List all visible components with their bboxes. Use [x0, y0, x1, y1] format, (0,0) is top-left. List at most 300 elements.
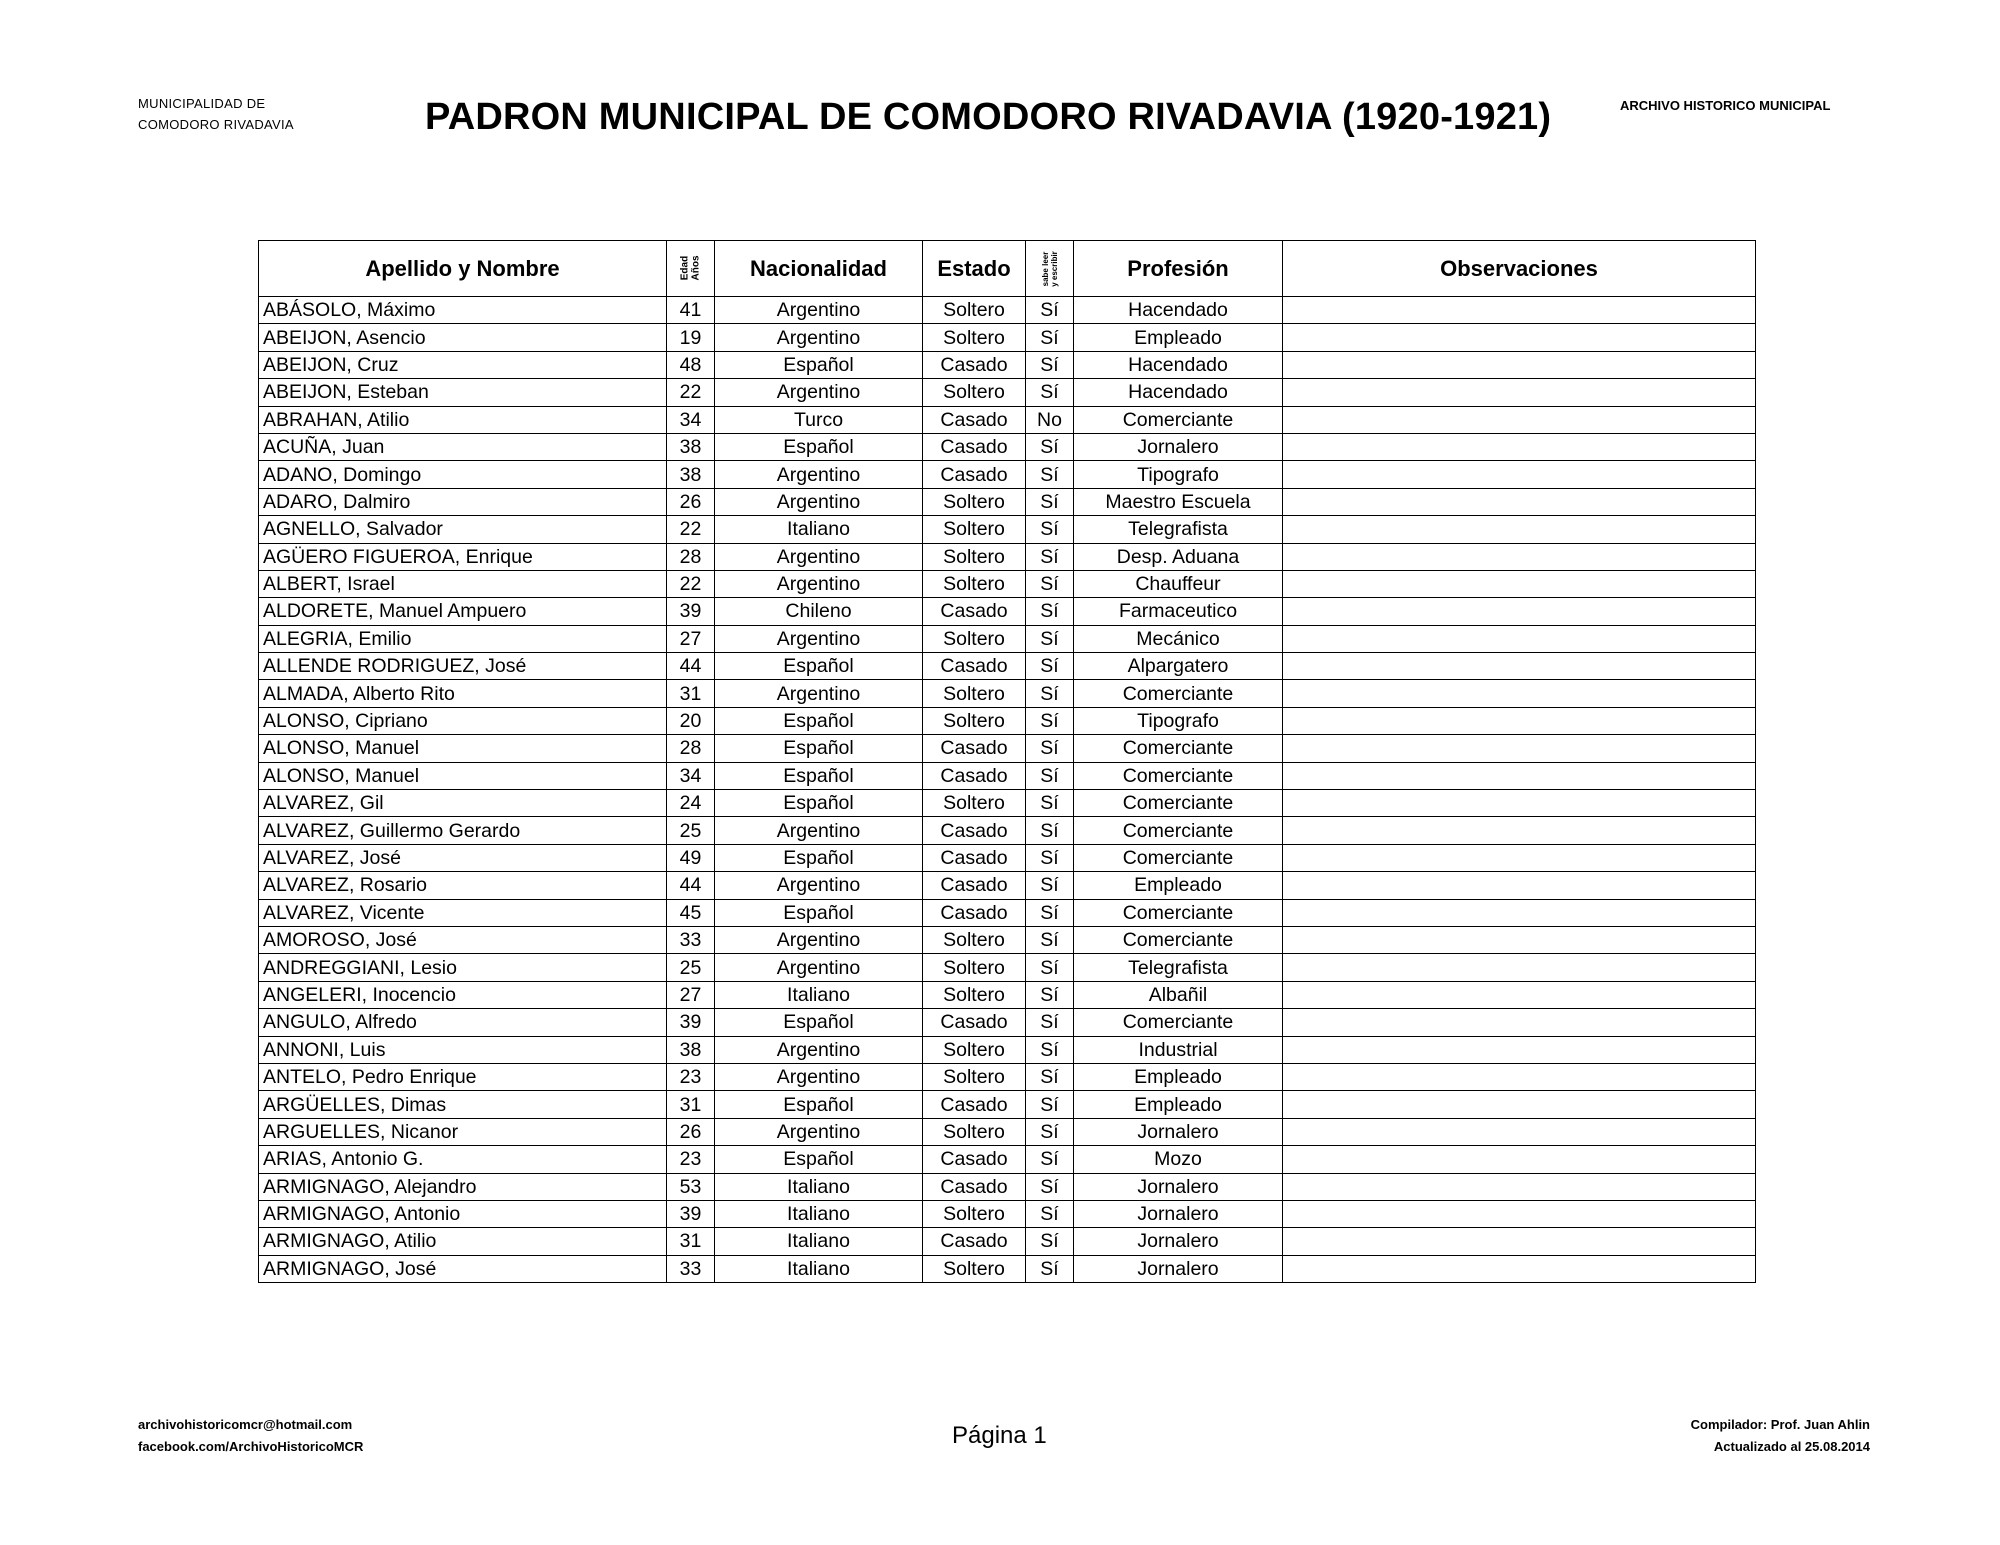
cell-observations	[1283, 379, 1756, 406]
cell-nationality: Argentino	[715, 1063, 923, 1090]
cell-literate: Sí	[1026, 379, 1074, 406]
cell-nationality: Argentino	[715, 543, 923, 570]
cell-nationality: Argentino	[715, 817, 923, 844]
table-row	[259, 872, 1756, 899]
cell-age: 24	[667, 790, 715, 817]
cell-name: ARIAS, Antonio G.	[259, 1146, 667, 1173]
cell-age: 53	[667, 1173, 715, 1200]
cell-literate: Sí	[1026, 297, 1074, 324]
table-row	[259, 899, 1756, 926]
cell-literate: Sí	[1026, 1228, 1074, 1255]
cell-name: ACUÑA, Juan	[259, 433, 667, 460]
cell-status: Soltero	[923, 680, 1026, 707]
cell-name: ALEGRIA, Emilio	[259, 625, 667, 652]
cell-age: 39	[667, 1200, 715, 1227]
col-header-literate-line2: y escribir	[1049, 250, 1059, 287]
cell-nationality: Argentino	[715, 1118, 923, 1145]
cell-name: ALDORETE, Manuel Ampuero	[259, 598, 667, 625]
cell-profession: Chauffeur	[1074, 570, 1283, 597]
cell-age: 26	[667, 1118, 715, 1145]
cell-profession: Comerciante	[1074, 1009, 1283, 1036]
cell-profession: Tipografo	[1074, 461, 1283, 488]
table-row	[259, 543, 1756, 570]
cell-literate: Sí	[1026, 1009, 1074, 1036]
cell-observations	[1283, 1009, 1756, 1036]
cell-profession: Jornalero	[1074, 1255, 1283, 1282]
cell-observations	[1283, 926, 1756, 953]
table-row	[259, 516, 1756, 543]
footer-updated: Actualizado al 25.08.2014	[1713, 1439, 1870, 1454]
cell-nationality: Italiano	[715, 1255, 923, 1282]
cell-nationality: Español	[715, 433, 923, 460]
cell-profession: Comerciante	[1074, 735, 1283, 762]
cell-age: 25	[667, 817, 715, 844]
cell-status: Soltero	[923, 790, 1026, 817]
cell-profession: Comerciante	[1074, 406, 1283, 433]
cell-name: ARGÜELLES, Dimas	[259, 1091, 667, 1118]
cell-name: ALVAREZ, Guillermo Gerardo	[259, 817, 667, 844]
cell-name: ARMIGNAGO, José	[259, 1255, 667, 1282]
cell-profession: Tipografo	[1074, 707, 1283, 734]
cell-profession: Comerciante	[1074, 790, 1283, 817]
footer-facebook: facebook.com/ArchivoHistoricoMCR	[138, 1439, 364, 1454]
cell-observations	[1283, 1063, 1756, 1090]
cell-age: 33	[667, 926, 715, 953]
cell-literate: Sí	[1026, 926, 1074, 953]
cell-age: 34	[667, 406, 715, 433]
cell-observations	[1283, 844, 1756, 871]
table-row	[259, 1036, 1756, 1063]
cell-profession: Farmaceutico	[1074, 598, 1283, 625]
cell-observations	[1283, 1146, 1756, 1173]
cell-status: Soltero	[923, 1200, 1026, 1227]
cell-status: Casado	[923, 461, 1026, 488]
table-row	[259, 1063, 1756, 1090]
cell-age: 41	[667, 297, 715, 324]
cell-status: Soltero	[923, 707, 1026, 734]
footer-credits	[1691, 1414, 1870, 1458]
table-row	[259, 1228, 1756, 1255]
cell-name: ARGUELLES, Nicanor	[259, 1118, 667, 1145]
cell-observations	[1283, 762, 1756, 789]
cell-profession: Hacendado	[1074, 379, 1283, 406]
cell-observations	[1283, 1173, 1756, 1200]
cell-nationality: Italiano	[715, 981, 923, 1008]
cell-age: 48	[667, 351, 715, 378]
cell-name: AMOROSO, José	[259, 926, 667, 953]
cell-nationality: Español	[715, 735, 923, 762]
cell-nationality: Italiano	[715, 1228, 923, 1255]
cell-age: 38	[667, 461, 715, 488]
cell-age: 39	[667, 1009, 715, 1036]
cell-nationality: Argentino	[715, 872, 923, 899]
cell-observations	[1283, 351, 1756, 378]
cell-literate: Sí	[1026, 653, 1074, 680]
cell-literate: Sí	[1026, 790, 1074, 817]
header-archive: ARCHIVO HISTORICO MUNICIPAL	[1620, 98, 1831, 113]
cell-literate: Sí	[1026, 981, 1074, 1008]
col-header-profession: Profesión	[1074, 241, 1283, 297]
cell-name: ALVAREZ, José	[259, 844, 667, 871]
table-row	[259, 653, 1756, 680]
table-row	[259, 844, 1756, 871]
cell-age: 26	[667, 488, 715, 515]
cell-name: ALBERT, Israel	[259, 570, 667, 597]
cell-age: 31	[667, 680, 715, 707]
table-row	[259, 981, 1756, 1008]
col-header-nationality: Nacionalidad	[715, 241, 923, 297]
cell-profession: Comerciante	[1074, 680, 1283, 707]
cell-profession: Comerciante	[1074, 899, 1283, 926]
footer-email: archivohistoricomcr@hotmail.com	[138, 1417, 353, 1432]
cell-status: Casado	[923, 406, 1026, 433]
cell-status: Casado	[923, 899, 1026, 926]
col-header-literate	[1026, 241, 1074, 297]
cell-profession: Comerciante	[1074, 844, 1283, 871]
cell-literate: Sí	[1026, 570, 1074, 597]
cell-profession: Albañil	[1074, 981, 1283, 1008]
cell-literate: Sí	[1026, 735, 1074, 762]
cell-literate: Sí	[1026, 516, 1074, 543]
cell-status: Casado	[923, 762, 1026, 789]
cell-status: Soltero	[923, 297, 1026, 324]
table-row	[259, 433, 1756, 460]
cell-profession: Telegrafista	[1074, 516, 1283, 543]
table-row	[259, 1009, 1756, 1036]
cell-nationality: Argentino	[715, 379, 923, 406]
footer-compiler: Compilador: Prof. Juan Ahlin	[1690, 1417, 1870, 1432]
cell-literate: Sí	[1026, 1173, 1074, 1200]
table-row	[259, 680, 1756, 707]
cell-nationality: Argentino	[715, 488, 923, 515]
cell-literate: Sí	[1026, 1118, 1074, 1145]
cell-nationality: Italiano	[715, 1173, 923, 1200]
cell-status: Casado	[923, 735, 1026, 762]
cell-age: 25	[667, 954, 715, 981]
cell-observations	[1283, 653, 1756, 680]
cell-age: 34	[667, 762, 715, 789]
page-title: PADRON MUNICIPAL DE COMODORO RIVADAVIA (1920-1921)	[425, 96, 1552, 138]
cell-nationality: Argentino	[715, 570, 923, 597]
page-number: Página 1	[952, 1422, 1047, 1449]
cell-literate: Sí	[1026, 680, 1074, 707]
cell-status: Soltero	[923, 570, 1026, 597]
cell-profession: Empleado	[1074, 1063, 1283, 1090]
cell-age: 45	[667, 899, 715, 926]
cell-profession: Hacendado	[1074, 351, 1283, 378]
cell-literate: Sí	[1026, 762, 1074, 789]
cell-literate: Sí	[1026, 1036, 1074, 1063]
cell-observations	[1283, 954, 1756, 981]
cell-name: ABEIJON, Esteban	[259, 379, 667, 406]
cell-profession: Hacendado	[1074, 297, 1283, 324]
cell-age: 44	[667, 653, 715, 680]
table-row	[259, 625, 1756, 652]
cell-observations	[1283, 817, 1756, 844]
cell-status: Soltero	[923, 543, 1026, 570]
cell-status: Soltero	[923, 488, 1026, 515]
cell-nationality: Español	[715, 762, 923, 789]
col-header-age-line2: Años	[690, 255, 702, 280]
cell-age: 39	[667, 598, 715, 625]
cell-status: Casado	[923, 1228, 1026, 1255]
cell-name: ADANO, Domingo	[259, 461, 667, 488]
table-row	[259, 1146, 1756, 1173]
cell-status: Casado	[923, 433, 1026, 460]
cell-name: ARMIGNAGO, Alejandro	[259, 1173, 667, 1200]
cell-status: Soltero	[923, 324, 1026, 351]
cell-name: ABÁSOLO, Máximo	[259, 297, 667, 324]
census-table	[258, 240, 1756, 1283]
cell-status: Casado	[923, 598, 1026, 625]
cell-nationality: Turco	[715, 406, 923, 433]
cell-observations	[1283, 461, 1756, 488]
table-row	[259, 351, 1756, 378]
cell-nationality: Español	[715, 707, 923, 734]
cell-nationality: Argentino	[715, 324, 923, 351]
cell-profession: Mecánico	[1074, 625, 1283, 652]
table-row	[259, 598, 1756, 625]
cell-status: Casado	[923, 351, 1026, 378]
cell-status: Casado	[923, 653, 1026, 680]
cell-age: 27	[667, 625, 715, 652]
cell-observations	[1283, 1255, 1756, 1282]
cell-nationality: Español	[715, 844, 923, 871]
cell-observations	[1283, 598, 1756, 625]
cell-observations	[1283, 570, 1756, 597]
cell-age: 38	[667, 1036, 715, 1063]
cell-observations	[1283, 543, 1756, 570]
cell-nationality: Español	[715, 1009, 923, 1036]
cell-observations	[1283, 1091, 1756, 1118]
col-header-age-text	[680, 255, 702, 280]
cell-literate: Sí	[1026, 817, 1074, 844]
cell-profession: Jornalero	[1074, 1228, 1283, 1255]
table-row	[259, 297, 1756, 324]
cell-profession: Alpargatero	[1074, 653, 1283, 680]
cell-age: 22	[667, 570, 715, 597]
cell-name: ALONSO, Manuel	[259, 762, 667, 789]
cell-literate: Sí	[1026, 872, 1074, 899]
header-municipality	[138, 93, 294, 135]
cell-nationality: Español	[715, 1091, 923, 1118]
cell-age: 38	[667, 433, 715, 460]
cell-status: Casado	[923, 817, 1026, 844]
cell-observations	[1283, 1228, 1756, 1255]
table-row	[259, 707, 1756, 734]
cell-nationality: Argentino	[715, 680, 923, 707]
cell-literate: No	[1026, 406, 1074, 433]
cell-observations	[1283, 790, 1756, 817]
table-row	[259, 1173, 1756, 1200]
table-row	[259, 488, 1756, 515]
cell-name: ALMADA, Alberto Rito	[259, 680, 667, 707]
cell-status: Soltero	[923, 379, 1026, 406]
cell-observations	[1283, 488, 1756, 515]
cell-nationality: Español	[715, 653, 923, 680]
table-row	[259, 1200, 1756, 1227]
cell-literate: Sí	[1026, 1200, 1074, 1227]
table-row	[259, 954, 1756, 981]
cell-status: Soltero	[923, 1063, 1026, 1090]
cell-status: Casado	[923, 1146, 1026, 1173]
cell-literate: Sí	[1026, 954, 1074, 981]
cell-name: ADARO, Dalmiro	[259, 488, 667, 515]
cell-name: ALVAREZ, Vicente	[259, 899, 667, 926]
cell-nationality: Español	[715, 790, 923, 817]
cell-observations	[1283, 899, 1756, 926]
cell-status: Soltero	[923, 1118, 1026, 1145]
cell-literate: Sí	[1026, 899, 1074, 926]
cell-status: Soltero	[923, 954, 1026, 981]
table-row	[259, 817, 1756, 844]
cell-status: Soltero	[923, 926, 1026, 953]
table-header-row	[259, 241, 1756, 297]
cell-profession: Comerciante	[1074, 762, 1283, 789]
cell-name: ANGELERI, Inocencio	[259, 981, 667, 1008]
cell-literate: Sí	[1026, 324, 1074, 351]
cell-age: 28	[667, 735, 715, 762]
cell-nationality: Argentino	[715, 625, 923, 652]
cell-observations	[1283, 625, 1756, 652]
table-row	[259, 790, 1756, 817]
col-header-age	[667, 241, 715, 297]
cell-name: ARMIGNAGO, Antonio	[259, 1200, 667, 1227]
cell-nationality: Italiano	[715, 1200, 923, 1227]
cell-observations	[1283, 735, 1756, 762]
cell-literate: Sí	[1026, 598, 1074, 625]
cell-name: ANTELO, Pedro Enrique	[259, 1063, 667, 1090]
cell-name: ALVAREZ, Rosario	[259, 872, 667, 899]
cell-status: Casado	[923, 1173, 1026, 1200]
col-header-literate-text	[1040, 251, 1058, 287]
cell-literate: Sí	[1026, 488, 1074, 515]
table-row	[259, 379, 1756, 406]
cell-nationality: Español	[715, 899, 923, 926]
cell-age: 49	[667, 844, 715, 871]
cell-nationality: Argentino	[715, 1036, 923, 1063]
table-row	[259, 762, 1756, 789]
cell-status: Soltero	[923, 1255, 1026, 1282]
cell-literate: Sí	[1026, 461, 1074, 488]
cell-age: 33	[667, 1255, 715, 1282]
cell-observations	[1283, 707, 1756, 734]
cell-nationality: Español	[715, 351, 923, 378]
cell-profession: Maestro Escuela	[1074, 488, 1283, 515]
cell-age: 27	[667, 981, 715, 1008]
cell-literate: Sí	[1026, 1091, 1074, 1118]
table-row	[259, 570, 1756, 597]
cell-name: ALONSO, Manuel	[259, 735, 667, 762]
col-header-observations: Observaciones	[1283, 241, 1756, 297]
col-header-status: Estado	[923, 241, 1026, 297]
cell-name: AGÜERO FIGUEROA, Enrique	[259, 543, 667, 570]
cell-name: ANGULO, Alfredo	[259, 1009, 667, 1036]
cell-name: ALVAREZ, Gil	[259, 790, 667, 817]
col-header-literate-line1: sabe leer	[1040, 251, 1050, 286]
cell-literate: Sí	[1026, 1255, 1074, 1282]
cell-nationality: Argentino	[715, 461, 923, 488]
cell-literate: Sí	[1026, 844, 1074, 871]
cell-status: Soltero	[923, 981, 1026, 1008]
cell-status: Casado	[923, 1091, 1026, 1118]
header-municipality-line1: MUNICIPALIDAD DE	[138, 96, 266, 111]
cell-literate: Sí	[1026, 433, 1074, 460]
cell-age: 23	[667, 1063, 715, 1090]
cell-age: 44	[667, 872, 715, 899]
cell-literate: Sí	[1026, 351, 1074, 378]
cell-observations	[1283, 297, 1756, 324]
cell-status: Casado	[923, 1009, 1026, 1036]
footer-contact	[138, 1414, 363, 1458]
cell-literate: Sí	[1026, 543, 1074, 570]
cell-observations	[1283, 1200, 1756, 1227]
cell-observations	[1283, 680, 1756, 707]
cell-observations	[1283, 433, 1756, 460]
cell-observations	[1283, 1118, 1756, 1145]
cell-status: Soltero	[923, 1036, 1026, 1063]
cell-name: ABEIJON, Cruz	[259, 351, 667, 378]
cell-status: Soltero	[923, 625, 1026, 652]
cell-nationality: Italiano	[715, 516, 923, 543]
cell-profession: Jornalero	[1074, 1200, 1283, 1227]
cell-age: 31	[667, 1091, 715, 1118]
table-row	[259, 926, 1756, 953]
cell-profession: Comerciante	[1074, 926, 1283, 953]
cell-profession: Comerciante	[1074, 817, 1283, 844]
cell-name: ANNONI, Luis	[259, 1036, 667, 1063]
cell-name: ABEIJON, Asencio	[259, 324, 667, 351]
cell-profession: Jornalero	[1074, 1173, 1283, 1200]
cell-age: 20	[667, 707, 715, 734]
cell-status: Casado	[923, 844, 1026, 871]
col-header-name: Apellido y Nombre	[259, 241, 667, 297]
cell-age: 22	[667, 379, 715, 406]
cell-age: 23	[667, 1146, 715, 1173]
cell-literate: Sí	[1026, 625, 1074, 652]
table-row	[259, 1091, 1756, 1118]
cell-name: ANDREGGIANI, Lesio	[259, 954, 667, 981]
cell-profession: Mozo	[1074, 1146, 1283, 1173]
cell-name: ARMIGNAGO, Atilio	[259, 1228, 667, 1255]
table-row	[259, 1255, 1756, 1282]
cell-status: Casado	[923, 872, 1026, 899]
cell-literate: Sí	[1026, 1146, 1074, 1173]
cell-profession: Empleado	[1074, 1091, 1283, 1118]
cell-nationality: Chileno	[715, 598, 923, 625]
cell-nationality: Argentino	[715, 954, 923, 981]
cell-nationality: Español	[715, 1146, 923, 1173]
table-row	[259, 406, 1756, 433]
cell-observations	[1283, 981, 1756, 1008]
cell-name: AGNELLO, Salvador	[259, 516, 667, 543]
cell-profession: Empleado	[1074, 324, 1283, 351]
table-row	[259, 324, 1756, 351]
col-header-age-line1: Edad	[679, 255, 691, 280]
table-row	[259, 1118, 1756, 1145]
cell-literate: Sí	[1026, 707, 1074, 734]
cell-name: ABRAHAN, Atilio	[259, 406, 667, 433]
cell-age: 31	[667, 1228, 715, 1255]
cell-name: ALLENDE RODRIGUEZ, José	[259, 653, 667, 680]
cell-profession: Empleado	[1074, 872, 1283, 899]
cell-profession: Industrial	[1074, 1036, 1283, 1063]
cell-observations	[1283, 872, 1756, 899]
cell-observations	[1283, 406, 1756, 433]
cell-profession: Jornalero	[1074, 433, 1283, 460]
table-body	[259, 297, 1756, 1283]
cell-age: 22	[667, 516, 715, 543]
